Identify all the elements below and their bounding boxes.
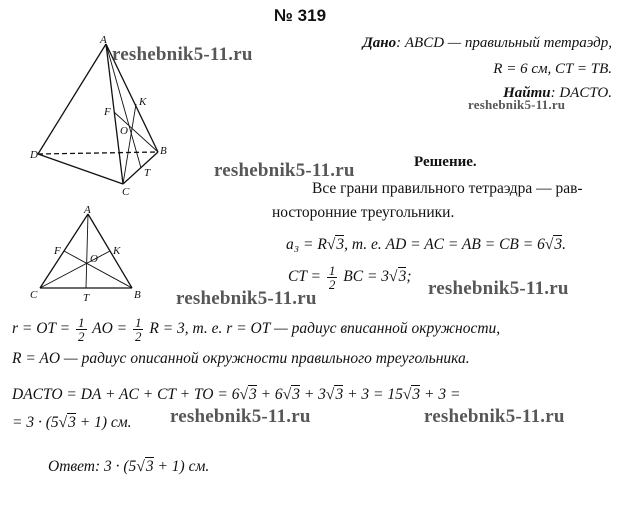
formula-a3: a₃ = R√3, т. е. AD = AC = AB = CB = 6√3. (286, 236, 566, 253)
fraction (327, 264, 338, 291)
sqrt-arg: 3 (554, 236, 563, 253)
formula-r-mid1: AO = (92, 320, 128, 338)
sqrt-arg: 3 (145, 458, 154, 475)
edge-db-hidden (38, 152, 158, 154)
fraction-denominator: 2 (78, 329, 85, 344)
edge-ad (38, 44, 106, 154)
label-b: B (134, 289, 141, 301)
triangle-figure (28, 204, 153, 304)
dacto-line-1: DACTO = DA + AC + CT + TO = 6√3 + 6√3 + 3√3 + 3 = 15√3 + 3 = (12, 386, 461, 403)
label-b: B (160, 145, 167, 157)
sqrt-arg: 3 (292, 386, 300, 403)
sqrt-arg: 3 (335, 386, 344, 403)
formula-a3-end: . (562, 236, 566, 253)
given-line-1 (363, 32, 612, 54)
formula-r-lhs: r = OT = (12, 320, 71, 338)
label-o: O (90, 253, 98, 265)
formula-a3-rest: , т. е. AD = AC = AB = CB = 6 (344, 236, 545, 253)
problem-number: № 319 (274, 6, 327, 25)
sqrt-arg: 3 (336, 236, 345, 253)
label-c: C (30, 289, 38, 301)
label-k: K (113, 245, 121, 257)
watermark: reshebnik5-11.ru (214, 160, 355, 181)
fraction (76, 316, 87, 343)
fraction-denominator: 2 (328, 277, 336, 292)
sqrt-arg: 3 (68, 414, 76, 431)
dacto-part: + 1) см. (75, 414, 132, 431)
find-text: : DACTO. (550, 85, 612, 101)
label-a: A (84, 204, 91, 216)
given-label: Дано (362, 35, 397, 51)
median-at (86, 214, 88, 288)
label-o: O (120, 125, 128, 137)
dacto-part: DACTO = DA + AC + CT + TO = 6 (12, 386, 240, 403)
answer-part: + 1) см. (153, 458, 210, 475)
label-d: D (30, 149, 38, 161)
fraction-numerator: 1 (78, 315, 85, 330)
edge-cb (123, 152, 158, 184)
label-c: C (122, 186, 130, 198)
label-t: T (83, 292, 90, 304)
formula-ct-mid: BC = 3 (343, 268, 390, 286)
dacto-part: = 3 · (5 (12, 414, 59, 431)
edge-dc (38, 154, 123, 184)
formula-ct-end: ; (406, 268, 412, 286)
watermark: reshebnik5-11.ru (428, 278, 569, 299)
dacto-part: + 3 = (420, 386, 461, 403)
watermark: reshebnik5-11.ru (112, 44, 253, 65)
given-line-2: R = 6 см, CT = TB. (493, 61, 612, 77)
fraction-numerator: 1 (328, 263, 336, 278)
formula-r-mid2: R = 3, т. е. r = OT — радиус вписанной окружности, (149, 320, 501, 338)
formula-big-r: R = AO — радиус описанной окружности правильного треугольника. (12, 350, 470, 367)
label-f: F (104, 106, 111, 118)
answer-part: : 3 · (5 (94, 458, 137, 475)
label-k: K (139, 96, 147, 108)
watermark: reshebnik5-11.ru (468, 97, 566, 112)
answer-label: Ответ (48, 458, 95, 475)
formula-a3-lhs: a₃ = R (286, 236, 327, 253)
find-label: Найти (503, 85, 551, 101)
sqrt-arg: 3 (248, 386, 257, 403)
watermark: reshebnik5-11.ru (176, 288, 317, 309)
label-t: T (144, 167, 151, 179)
dacto-line-2: = 3 · (5√3 + 1) см. (12, 414, 132, 431)
watermark: reshebnik5-11.ru (170, 406, 311, 427)
paragraph-line-2: носторонние треугольники. (272, 204, 455, 221)
sqrt-arg: 3 (398, 268, 407, 286)
label-f: F (54, 245, 61, 257)
sqrt-arg: 3 (412, 386, 421, 403)
label-a: A (100, 34, 107, 46)
solution-heading: Решение. (414, 154, 477, 170)
dacto-part: + 6 (256, 386, 283, 403)
formula-ct-lhs: CT = (288, 268, 322, 286)
fraction (133, 316, 144, 343)
watermark: reshebnik5-11.ru (424, 406, 565, 427)
formula-ct: CT = $\frac{1}{2}$ BC = 3√3; (288, 263, 412, 292)
formula-r (12, 316, 500, 343)
given-text: : ABCD — правильный тетраэдр, (396, 35, 612, 51)
fraction-denominator: 2 (134, 329, 142, 344)
answer-line: Ответ: 3 · (5√3 + 1) см. (48, 458, 210, 475)
paragraph-line-1: Все грани правильного тетраэдра — рав- (312, 180, 583, 197)
dacto-part: + 3 = 15 (343, 386, 403, 403)
fraction-numerator: 1 (134, 315, 142, 330)
dacto-part: + 3 (299, 386, 326, 403)
